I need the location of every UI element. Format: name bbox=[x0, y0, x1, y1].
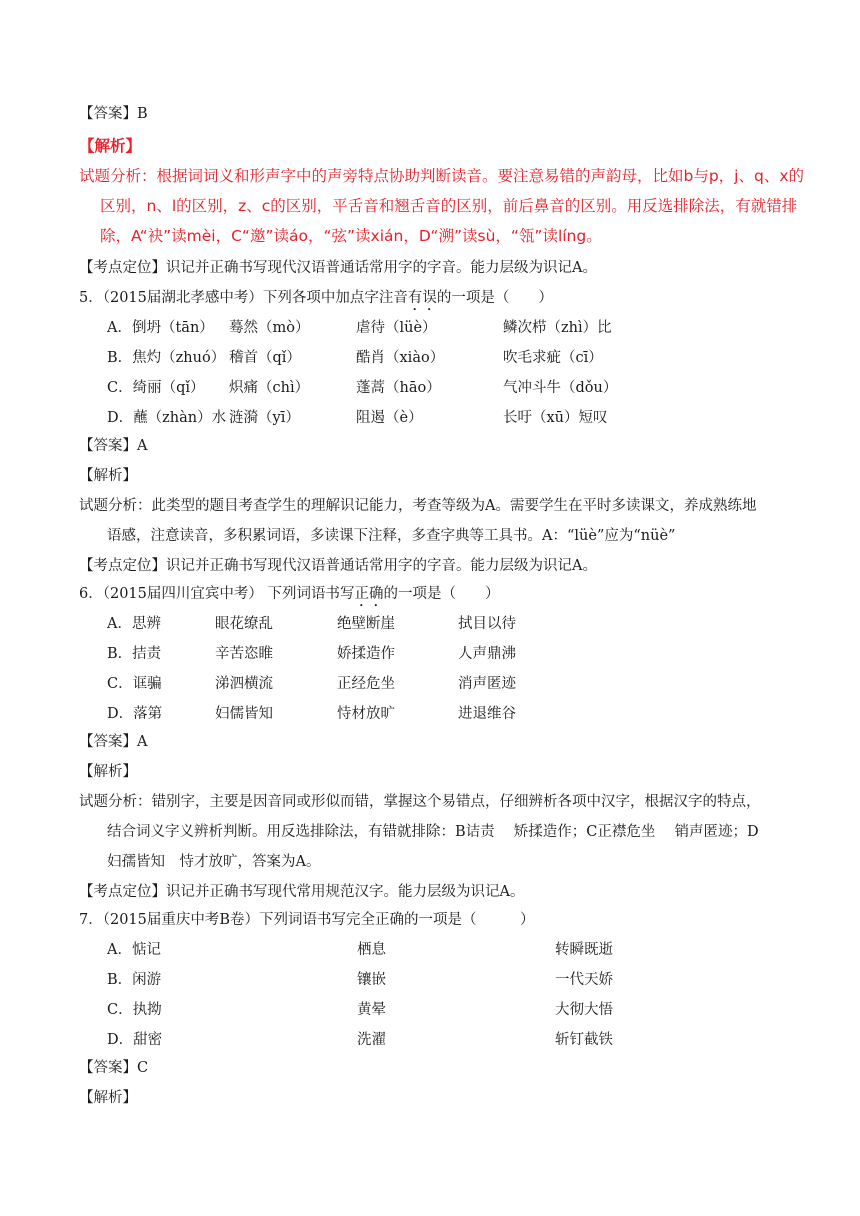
q5-option-c-word: 炽痛（chì） bbox=[229, 380, 310, 396]
q5-option-b-word: 稽首（qǐ） bbox=[229, 350, 301, 366]
q6-option-a-word: 拭目以待 bbox=[458, 616, 516, 632]
q6-option-d: D．落第 bbox=[107, 706, 163, 722]
q6-option-b-word: 辛苦恣睢 bbox=[215, 646, 273, 662]
q7-stem: 7．（2015届重庆中考B卷）下列词语书写完全正确的一项是（ ） bbox=[79, 912, 535, 928]
q7-option-b-word: 一代天娇 bbox=[555, 972, 613, 988]
q4-analysis-line: 除，A“袂”读mèi，C“邀”读áo，“弦”读xián，D“溯”读sù，“瓴”读líng。 bbox=[100, 227, 602, 245]
q6-analysis-line: 结合词义字义辨析判断。用反选排除法，有错就排除：B诘责 矫揉造作；C正襟危坐 销声匿迹；D bbox=[107, 824, 759, 840]
q5-option-d: D．蘸（zhàn）水 bbox=[107, 410, 227, 426]
q6-option-a-word: 绝壁断崖 bbox=[337, 616, 395, 632]
q7-option-c-word: 大彻大悟 bbox=[555, 1002, 613, 1018]
q7-answer: 【答案】C bbox=[79, 1060, 149, 1076]
q6-option-c-word: 正经危坐 bbox=[337, 676, 395, 692]
q7-option-b: B．闲游 bbox=[107, 972, 162, 988]
q6-answer: 【答案】A bbox=[79, 734, 148, 750]
q7-option-d-word: 洗濯 bbox=[357, 1032, 386, 1048]
q6-option-b: B．拮责 bbox=[107, 646, 162, 662]
q7-option-c-word: 黄晕 bbox=[357, 1002, 386, 1018]
q5-option-b-word: 吹毛求疵（cī） bbox=[503, 350, 603, 366]
q5-option-d-word: 长吁（xū）短叹 bbox=[503, 410, 608, 426]
emphasis-dots: 正确 bbox=[354, 586, 384, 602]
q5-stem: 5．（2015届湖北孝感中考）下列各项中加点字注音有误的一项是（ ） bbox=[79, 290, 553, 306]
q4-analysis-head: 【解析】 bbox=[79, 137, 142, 155]
q7-option-b-word: 镶嵌 bbox=[357, 972, 386, 988]
q4-analysis-line: 试题分析：根据词词义和形声字中的声旁特点协助判断读音。要注意易错的声韵母，比如b与p，j、q、x的 bbox=[79, 167, 804, 185]
q6-kaodian: 【考点定位】识记并正确书写现代常用规范汉字。能力层级为识记A。 bbox=[79, 884, 525, 900]
q5-analysis-line: 语感，注意读音，多积累词语，多读课下注释，多查字典等工具书。A：“lüè”应为“nüè” bbox=[107, 528, 676, 544]
q5-option-d-word: 阻遏（è） bbox=[356, 410, 423, 426]
q5-option-b: B．焦灼（zhuó） bbox=[107, 350, 226, 366]
q5-analysis-head: 【解析】 bbox=[79, 468, 137, 484]
q5-option-a-word: 蓦然（mò） bbox=[229, 320, 310, 336]
q4-analysis-line: 区别，n、l的区别，z、c的区别，平舌音和翘舌音的区别，前后鼻音的区别。用反选排除法，有就错排 bbox=[100, 197, 798, 215]
q7-option-d-word: 斩钉截铁 bbox=[555, 1032, 613, 1048]
q7-option-c: C．执拗 bbox=[107, 1002, 162, 1018]
q5-option-b-word: 酷肖（xiào） bbox=[356, 350, 445, 366]
q4-kaodian: 【考点定位】识记并正确书写现代汉语普通话常用字的字音。能力层级为识记A。 bbox=[79, 260, 597, 276]
q6-option-a-word: 眼花缭乱 bbox=[215, 616, 273, 632]
q6-analysis-line: 试题分析：错别字，主要是因音同或形似而错，掌握这个易错点，仔细辨析各项中汉字，根据汉字的特点， bbox=[79, 794, 761, 810]
q6-option-b-word: 娇揉造作 bbox=[337, 646, 395, 662]
q5-option-c: C．绮丽（qǐ） bbox=[107, 380, 205, 396]
q6-option-a: A．思辨 bbox=[107, 616, 161, 632]
q5-option-c-word: 气冲斗牛（dǒu） bbox=[503, 380, 618, 396]
q7-analysis-head: 【解析】 bbox=[79, 1090, 137, 1106]
q4-answer: 【答案】B bbox=[79, 106, 148, 122]
q5-kaodian: 【考点定位】识记并正确书写现代汉语普通话常用字的字音。能力层级为识记A。 bbox=[79, 558, 597, 574]
q5-answer: 【答案】A bbox=[79, 438, 148, 454]
q6-option-d-word: 妇儒皆知 bbox=[215, 706, 273, 722]
q6-option-c: C．诓骗 bbox=[107, 676, 162, 692]
q6-option-d-word: 恃材放旷 bbox=[337, 706, 395, 722]
q7-option-a-word: 转瞬既逝 bbox=[555, 942, 613, 958]
q6-option-b-word: 人声鼎沸 bbox=[458, 646, 516, 662]
q6-option-c-word: 涕泗横流 bbox=[215, 676, 273, 692]
q7-option-a: A．惦记 bbox=[107, 942, 161, 958]
emphasis-dots: 有误 bbox=[407, 290, 437, 306]
q5-analysis-line: 试题分析：此类型的题目考查学生的理解识记能力，考查等级为A。需要学生在平时多读课文，养成熟练地 bbox=[79, 498, 757, 514]
q5-option-a-word: 鳞次栉（zhì）比 bbox=[503, 320, 612, 336]
q5-option-c-word: 蓬蒿（hāo） bbox=[356, 380, 441, 396]
q7-option-d: D．甜密 bbox=[107, 1032, 163, 1048]
q6-analysis-line: 妇孺皆知 恃才放旷，答案为A。 bbox=[107, 854, 321, 870]
q6-analysis-head: 【解析】 bbox=[79, 764, 137, 780]
q6-option-d-word: 进退维谷 bbox=[458, 706, 516, 722]
q6-option-c-word: 消声匿迹 bbox=[458, 676, 516, 692]
q6-stem: 6．（2015届四川宜宾中考） 下列词语书写正确的一项是（ ） bbox=[79, 586, 500, 602]
q5-option-a: A．倒坍（tān） bbox=[107, 320, 214, 336]
q7-option-a-word: 栖息 bbox=[357, 942, 386, 958]
q5-option-d-word: 涟漪（yī） bbox=[229, 410, 300, 426]
q5-option-a-word: 虐待（lüè） bbox=[356, 320, 437, 336]
